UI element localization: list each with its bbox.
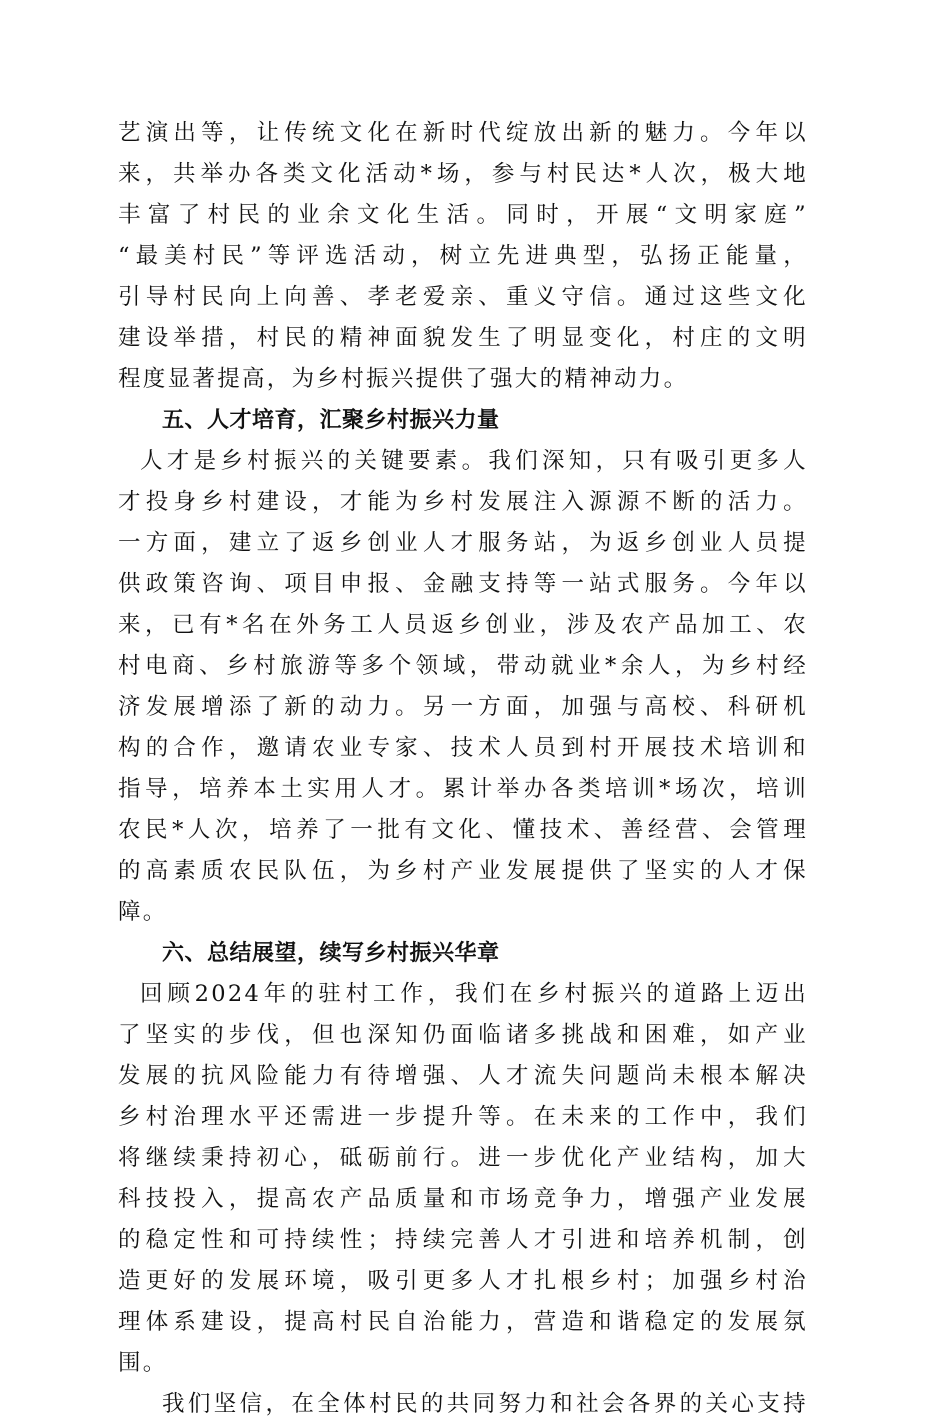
paragraph-line: 丰富了村民的业余文化生活。同时，开展“文明家庭” <box>118 202 808 228</box>
section-heading: 六、总结展望，续写乡村振兴华章 <box>162 941 500 966</box>
paragraph-line: 指导，培养本土实用人才。累计举办各类培训*场次，培训 <box>118 776 808 802</box>
paragraph-line: 将继续秉持初心，砥砺前行。进一步优化产业结构，加大 <box>118 1145 808 1171</box>
paragraph-line: 供政策咨询、项目申报、金融支持等一站式服务。今年以 <box>118 571 808 597</box>
paragraph-line: 了坚实的步伐，但也深知仍面临诸多挑战和困难，如产业 <box>118 1022 808 1048</box>
section-heading: 五、人才培育，汇聚乡村振兴力量 <box>162 408 500 433</box>
paragraph-line: 的稳定性和可持续性；持续完善人才引进和培养机制，创 <box>118 1227 808 1253</box>
paragraph-line: 引导村民向上向善、孝老爱亲、重义守信。通过这些文化 <box>118 284 808 310</box>
paragraph-line: 我们坚信，在全体村民的共同努力和社会各界的关心支持 <box>162 1391 808 1417</box>
paragraph-line: 人才是乡村振兴的关键要素。我们深知，只有吸引更多人 <box>140 448 808 474</box>
document-body <box>118 113 808 1425</box>
paragraph-line: 建设举措，村民的精神面貌发生了明显变化，村庄的文明 <box>118 325 808 351</box>
paragraph-line: “最美村民”等评选活动，树立先进典型，弘扬正能量， <box>118 243 808 269</box>
paragraph-line: 才投身乡村建设，才能为乡村发展注入源源不断的活力。 <box>118 489 808 515</box>
paragraph-line: 村电商、乡村旅游等多个领域，带动就业*余人，为乡村经 <box>118 653 808 679</box>
paragraph-line: 艺演出等，让传统文化在新时代绽放出新的魅力。今年以 <box>118 120 808 146</box>
paragraph-line: 来，已有*名在外务工人员返乡创业，涉及农产品加工、农 <box>118 612 808 638</box>
paragraph-line: 济发展增添了新的动力。另一方面，加强与高校、科研机 <box>118 694 808 720</box>
paragraph-line: 农民*人次，培养了一批有文化、懂技术、善经营、会管理 <box>118 817 808 843</box>
paragraph-line: 回顾2024年的驻村工作，我们在乡村振兴的道路上迈出 <box>140 981 808 1007</box>
paragraph-line: 发展的抗风险能力有待增强、人才流失问题尚未根本解决 <box>118 1063 808 1089</box>
paragraph-line: 围。 <box>118 1350 168 1376</box>
paragraph-line: 构的合作，邀请农业专家、技术人员到村开展技术培训和 <box>118 735 808 761</box>
paragraph-line: 的高素质农民队伍，为乡村产业发展提供了坚实的人才保 <box>118 858 808 884</box>
paragraph-line: 一方面，建立了返乡创业人才服务站，为返乡创业人员提 <box>118 530 808 556</box>
paragraph-line: 乡村治理水平还需进一步提升等。在未来的工作中，我们 <box>118 1104 808 1130</box>
paragraph-line: 程度显著提高，为乡村振兴提供了强大的精神动力。 <box>118 366 689 392</box>
paragraph-line: 造更好的发展环境，吸引更多人才扎根乡村；加强乡村治 <box>118 1268 808 1294</box>
paragraph-line: 理体系建设，提高村民自治能力，营造和谐稳定的发展氛 <box>118 1309 808 1335</box>
paragraph-line: 科技投入，提高农产品质量和市场竞争力，增强产业发展 <box>118 1186 808 1212</box>
paragraph-line: 来，共举办各类文化活动*场，参与村民达*人次，极大地 <box>118 161 808 187</box>
paragraph-line: 障。 <box>118 899 168 925</box>
